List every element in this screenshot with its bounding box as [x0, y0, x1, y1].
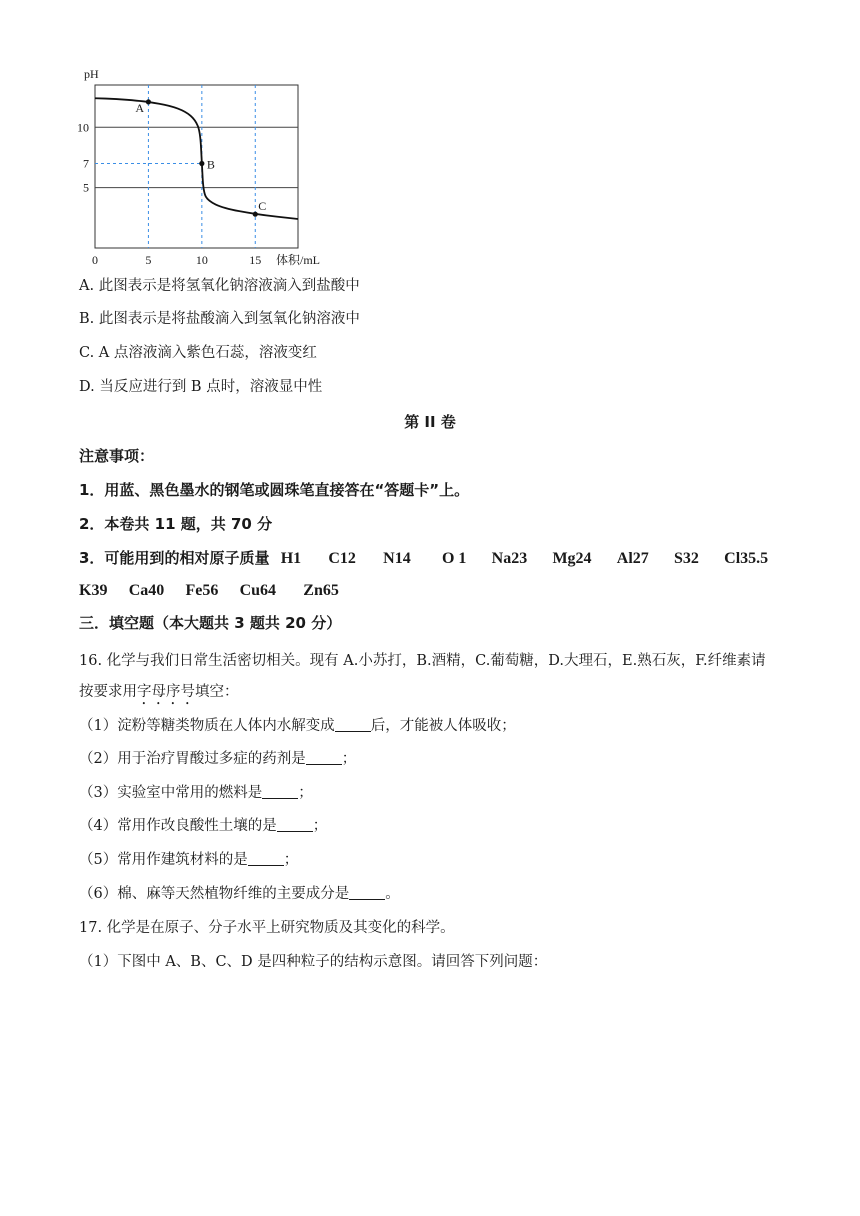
q16-item-3-tail: ； — [298, 785, 313, 801]
q16-item-1 — [79, 716, 516, 736]
point-label-b: B — [206, 157, 215, 172]
point-c — [253, 212, 258, 217]
x-tick-label: 0 — [92, 253, 98, 267]
answer-blank[interactable] — [335, 717, 371, 732]
q16-item-3-text: （3）实验室中常用的燃料是 — [79, 785, 263, 801]
mass-h: H1 — [280, 550, 302, 567]
point-a — [146, 99, 151, 104]
answer-blank[interactable] — [277, 817, 313, 832]
plot-frame — [95, 85, 298, 248]
q16-stem-1: 16. 化学与我们日常生活密切相关。现有 A.小苏打，B.酒精，C.葡萄糖，D.大理石，E.熟石灰，F.纤维素请 — [79, 653, 766, 669]
mass-na: Na23 — [491, 550, 528, 567]
q16-item-2-tail: ； — [341, 751, 357, 767]
q16-item-6-text: （6）棉、麻等天然植物纤维的主要成分是 — [79, 886, 350, 902]
mass-fe: Fe56 — [185, 582, 219, 599]
q16-item-3 — [79, 783, 313, 803]
x-tick-label: 5 — [145, 253, 152, 267]
mass-mg: Mg24 — [552, 550, 592, 567]
point-b — [199, 161, 204, 166]
option-c: C. A 点溶液滴入紫色石蕊，溶液变红 — [79, 345, 317, 361]
option-d: D. 当反应进行到 B 点时，溶液显中性 — [79, 379, 323, 395]
q16-item-5-tail: ； — [283, 852, 299, 868]
ph-curve — [95, 98, 298, 219]
x-axis-label: 体积/mL — [276, 253, 320, 267]
answer-blank[interactable] — [262, 784, 298, 799]
note-3-row2 — [79, 580, 339, 601]
notes-title: 注意事项： — [79, 447, 155, 465]
option-a: A. 此图表示是将氢氧化钠溶液滴入到盐酸中 — [79, 278, 360, 294]
titration-chart — [70, 58, 340, 270]
x-tick-label: 10 — [195, 253, 208, 267]
mass-ca: Ca40 — [128, 582, 165, 599]
y-axis-label: pH — [84, 67, 99, 81]
mass-zn: Zn65 — [303, 582, 339, 599]
q16-stem-2-dotted: 字母序号 — [137, 684, 195, 700]
part3-title: 三．填空题（本大题共 3 题共 20 分） — [79, 614, 342, 632]
q16-item-2 — [79, 749, 356, 769]
mass-n: N14 — [383, 550, 411, 567]
option-b: B. 此图表示是将盐酸滴入到氢氧化钠溶液中 — [79, 311, 360, 327]
q17-stem: 17. 化学是在原子、分子水平上研究物质及其变化的科学。 — [79, 920, 455, 936]
answer-blank[interactable] — [306, 750, 342, 765]
q16-stem-2-post: 填空： — [195, 684, 239, 700]
section-title: 第 II 卷 — [404, 413, 456, 431]
mass-cu: Cu64 — [239, 582, 277, 599]
mass-cl: Cl35.5 — [724, 550, 769, 567]
note-2: 2．本卷共 11 题，共 70 分 — [79, 515, 273, 533]
q16-item-6 — [79, 884, 400, 904]
note-1: 1．用蓝、黑色墨水的钢笔或圆珠笔直接答在“答题卡”上。 — [79, 481, 470, 499]
answer-blank[interactable] — [349, 885, 385, 900]
y-tick-label: 5 — [83, 180, 89, 195]
x-tick-label: 15 — [249, 253, 262, 267]
y-tick-label: 10 — [77, 120, 89, 135]
q16-item-1-tail: 后，才能被人体吸收； — [370, 718, 516, 734]
q16-item-4-tail: ； — [312, 818, 328, 834]
mass-k: K39 — [79, 582, 108, 599]
q16-item-6-tail: 。 — [385, 886, 400, 902]
q17-sub-1: （1）下图中 A、B、C、D 是四种粒子的结构示意图。请回答下列问题： — [79, 954, 548, 970]
q16-item-1-text: （1）淀粉等糖类物质在人体内水解变成 — [79, 718, 335, 734]
point-label-a: A — [135, 100, 145, 115]
q16-item-4 — [79, 816, 327, 836]
mass-al: Al27 — [616, 550, 649, 567]
q16-item-5 — [79, 850, 298, 870]
q16-stem-2 — [79, 682, 239, 708]
answer-blank[interactable] — [248, 851, 284, 866]
q16-item-4-text: （4）常用作改良酸性土壤的是 — [79, 818, 277, 834]
point-label-c: C — [258, 199, 267, 214]
titration-chart-svg — [70, 58, 340, 270]
q16-item-2-text: （2）用于治疗胃酸过多症的药剂是 — [79, 751, 306, 767]
y-tick-label: 7 — [83, 156, 89, 171]
q16-item-5-text: （5）常用作建筑材料的是 — [79, 852, 248, 868]
mass-c: C12 — [328, 550, 356, 567]
mass-s: S32 — [674, 550, 699, 567]
mass-o: O 1 — [441, 550, 467, 567]
q16-stem-2-pre: 按要求用 — [79, 684, 137, 700]
note-3-prefix: 3．可能用到的相对原子质量 — [79, 549, 270, 567]
note-3 — [79, 548, 768, 569]
